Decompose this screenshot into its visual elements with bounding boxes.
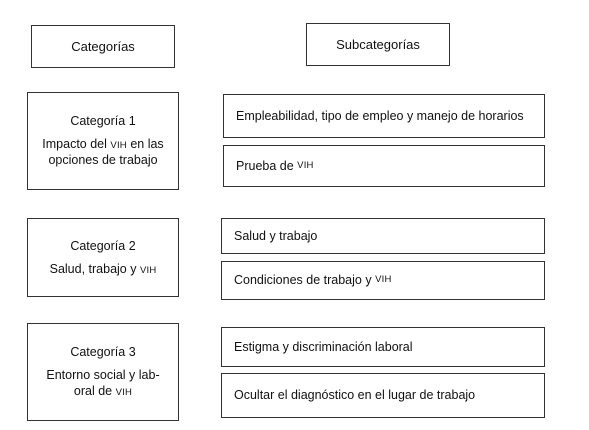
subcategory-label: Ocultar el diagnóstico en el lugar de trabajo: [234, 388, 476, 403]
subcategory-box: [223, 94, 545, 138]
subcategory-label-sc: VIH: [297, 159, 314, 171]
subcategory-label-sc: VIH: [375, 274, 392, 286]
subcategory-box: [221, 218, 545, 254]
category-2-box: [27, 218, 179, 297]
subcategory-box: [223, 145, 545, 187]
subcategory-label: Prueba de: [236, 158, 294, 173]
subcategory-box: [221, 327, 545, 367]
category-3-box: [27, 323, 179, 421]
subcategory-label: Salud y trabajo: [234, 228, 318, 243]
category-1-description: Impacto del VIH en las opciones de trabajo: [42, 136, 164, 168]
subcategory-label: Empleabilidad, tipo de empleo y manejo de horarios: [236, 108, 524, 123]
subcategories-header: [306, 23, 450, 66]
categories-header: [31, 25, 175, 68]
subcategory-box: [221, 261, 545, 300]
subcategories-header-label: Subcategorías: [336, 36, 420, 52]
categories-header-label: Categorías: [71, 38, 135, 54]
subcategory-label: Condiciones de trabajo y: [234, 273, 372, 288]
category-1-name: Categoría 1: [70, 113, 136, 128]
category-1-box: [27, 92, 179, 190]
category-3-name: Categoría 3: [70, 344, 136, 359]
subcategory-box: [221, 373, 545, 418]
subcategory-label: Estigma y discriminación laboral: [234, 339, 413, 354]
category-2-description: Salud, trabajo y VIH: [49, 261, 157, 276]
category-2-name: Categoría 2: [70, 238, 136, 253]
category-3-description: Entorno social y lab- oral de VIH: [46, 367, 160, 399]
